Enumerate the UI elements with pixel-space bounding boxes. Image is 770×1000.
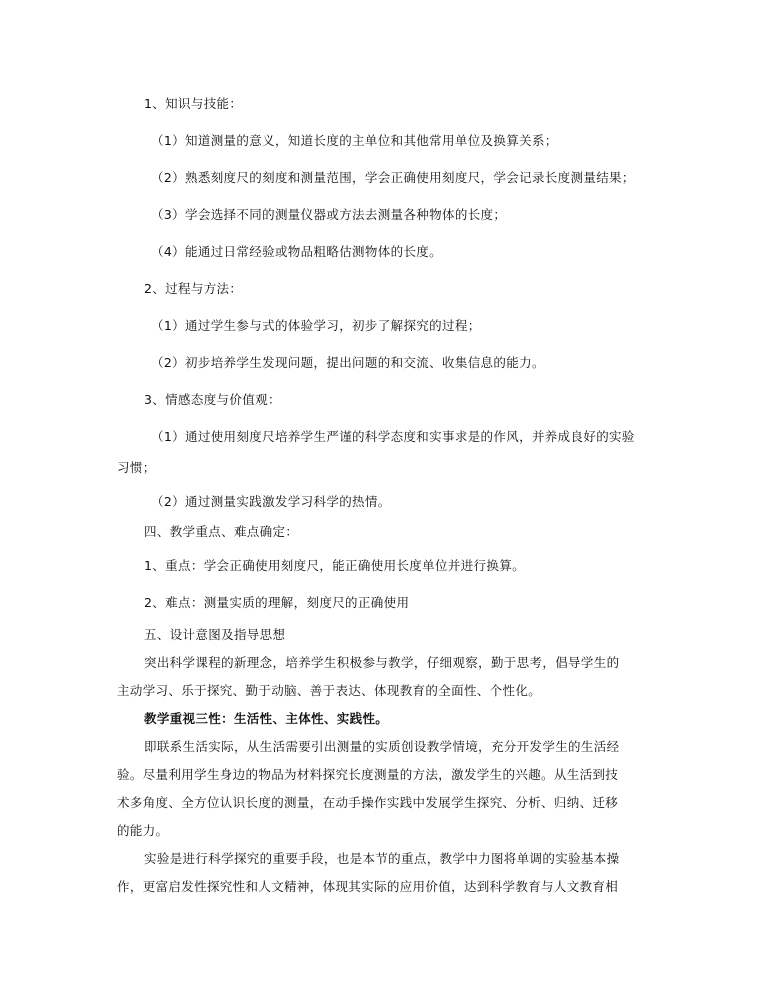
knowledge-item-3: （3）学会选择不同的测量仪器或方法去测量各种物体的长度；	[151, 207, 507, 222]
design-p2-line-1: 即联系生活实际，从生活需要引出测量的实质创设教学情境，充分开发学生的生活经	[144, 739, 620, 754]
design-p3-line-2: 作，更富启发性探究性和人文精神，体现其实际的应用价值，达到科学教育与人文教育相	[117, 879, 619, 894]
emotion-item-1-line-1: （1）通过使用刻度尺培养学生严谨的科学态度和实事求是的作风，并养成良好的实验	[151, 429, 635, 444]
design-p2-line-3: 术多角度、全方位认识长度的测量，在动手操作实践中发展学生探究、分析、归纳、迁移	[117, 795, 619, 810]
knowledge-heading: 1、知识与技能：	[144, 96, 243, 111]
design-heading: 五、设计意图及指导思想	[144, 627, 286, 642]
design-p1-line-1: 突出科学课程的新理念，培养学生积极参与教学，仔细观察，勤于思考，倡导学生的	[144, 655, 620, 670]
key-points-heading: 四、教学重点、难点确定：	[144, 524, 299, 539]
key-focus: 1、重点：学会正确使用刻度尺，能正确使用长度单位并进行换算。	[144, 558, 525, 573]
process-item-2: （2）初步培养学生发现问题，提出问题的和交流、收集信息的能力。	[151, 355, 545, 370]
design-bold-line: 教学重视三性：生活性、主体性、实践性。	[144, 711, 389, 726]
process-item-1: （1）通过学生参与式的体验学习，初步了解探究的过程；	[151, 318, 481, 333]
key-difficulty: 2、难点：测量实质的理解，刻度尺的正确使用	[144, 595, 410, 610]
emotion-heading: 3、情感态度与价值观：	[144, 392, 281, 407]
process-heading: 2、过程与方法：	[144, 281, 243, 296]
design-p1-line-2: 主动学习、乐于探究、勤于动脑、善于表达、体现教育的全面性、个性化。	[117, 683, 542, 698]
emotion-item-2: （2）通过测量实践激发学习科学的热情。	[151, 494, 391, 509]
design-p2-line-4: 的能力。	[117, 823, 169, 838]
design-p2-line-2: 验。尽量利用学生身边的物品为材料探究长度测量的方法，激发学生的兴趣。从生活到技	[117, 767, 619, 782]
knowledge-item-1: （1）知道测量的意义，知道长度的主单位和其他常用单位及换算关系；	[151, 133, 558, 148]
emotion-item-1-line-2: 习惯；	[117, 460, 156, 475]
design-p3-line-1: 实验是进行科学探究的重要手段，也是本节的重点，教学中力图将单调的实验基本操	[144, 851, 620, 866]
knowledge-item-4: （4）能通过日常经验或物品粗略估测物体的长度。	[151, 244, 443, 259]
knowledge-item-2: （2）熟悉刻度尺的刻度和测量范围，学会正确使用刻度尺，学会记录长度测量结果；	[151, 170, 635, 185]
